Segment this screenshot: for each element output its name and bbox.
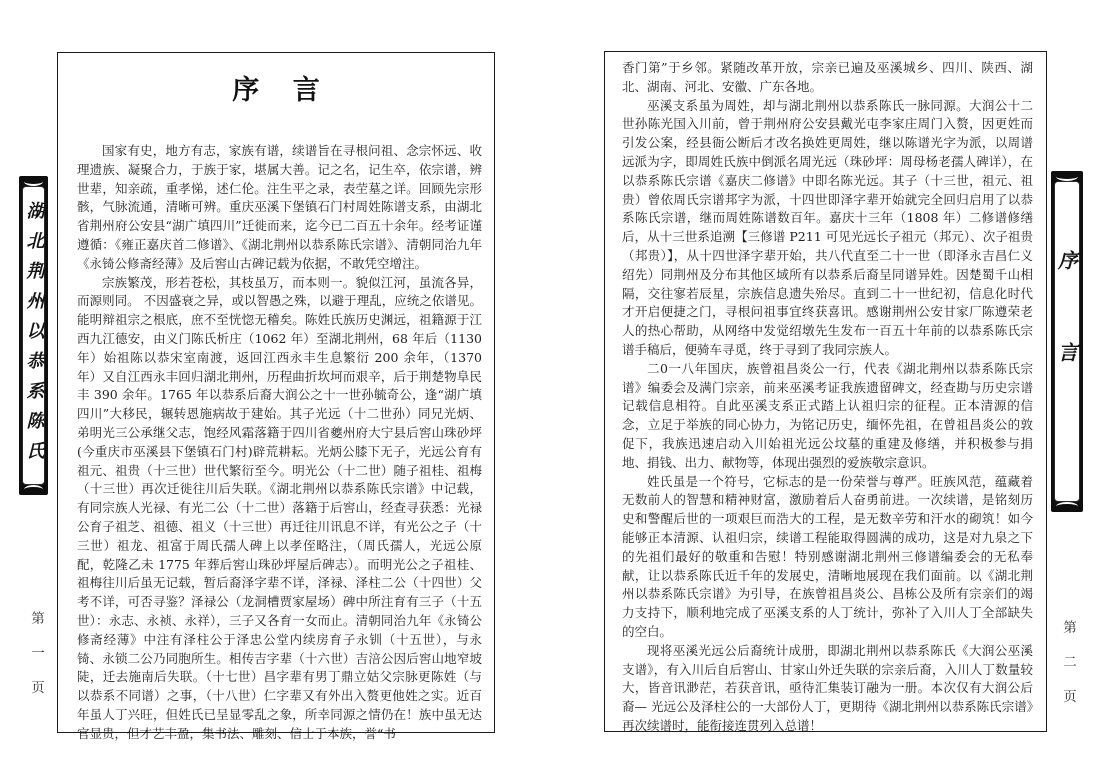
paragraph: 现将巫溪光远公后裔统计成册，即湖北荆州以恭系陈氏《大润公巫溪支谱》，有入川后自后窖山、甘家山外迁失联的宗亲后裔，入川人丁数量较大，皆音讯渺茫，若获音讯，亟待汇集装订融为一册。本次仅有大润公后裔— 光远公及泽柱公的一大部份人丁，更期待《湖北荆州以恭系陈氏宗谱》再次续谱时，能衔接连贯列入总谱！ <box>622 642 1033 733</box>
banner-frame <box>22 186 45 485</box>
banner-frame <box>1054 181 1080 502</box>
page-title: 序 言 <box>232 75 332 106</box>
page-number-right: 第二页 <box>1060 620 1076 724</box>
page-2-body <box>622 59 1033 736</box>
paragraph: 宗族繁茂，形若苍松，其枝虽万，而本则一。貌似江河，虽流各异，而源则同。 不因盛衰之异，或以智愚之殊，以避于理乱，应统之依谱见。能明辩祖宗之根底，庶不至恍惚无稽矣。陈姓氏族历史渊远，祖籍源于江西九江德安，由义门陈氏析庄（1062 年）至湖北荆州，68 年后（1130 年）始祖陈以恭宋室南渡，返回江西永丰生息繁衍 200 余年，（1370 年）又自江西永丰回归湖北荆州，历程曲折坎坷而艰辛，后于荆楚物阜民丰 390 余年。1765 年以恭系后裔大润公之十一世孙毓奇公，逢“湖广填四川”大移民，辗转恩施病故于建始。其子光远（十二世孙）同兄光炳、弟明光三公承继父志，饱经风霜落籍于四川省夔州府大宁县后窖山珠砂坪(今重庆市巫溪县下堡镇石门村)辟荒耕耘。光炳公膝下无子，光远公育有祖元、祖贵（十三世）世代繁衍至今。明光公（十二世）随子祖桂、祖梅（十三世）再次迁徙往川后失联。《湖北荆州以恭系陈氏宗谱》中记载，有同宗族人光禄、有光二公（十二世）落籍于后窖山，经查寻获悉：光禄公育子祖芝、祖德、祖义（十三世）再迁往川讯息不详，有光公之子（十三世）祖龙、祖富于周氏孺人碑上以孝侄略注，（周氏孺人，光远公原配，乾隆乙未 1775 年葬后窖山珠砂坪屋后碑志）。而明光公之子祖桂、祖梅往川后虽无记载，暂后裔泽字辈不详，泽禄、泽柱二公（十四世）父考不详，可否寻鉴？泽禄公（龙洞槽贾家屋场）碑中所注育有三子（十五世）：永志、永祯、永祥），三子又各育一女而止。清朝同治九年《永锜公修斋经薄》中注有泽柱公于泽忠公堂内续房育子永钏（十五世），与永锜、永锁二公乃同胞所生。相传吉字辈（十六世）吉涪公因后窖山地窄坡陡，迁去施南后失联。（十七世）昌字辈有男丁鼎立姑父宗脉更陈姓（与以恭系不同谱）之事，（十八世）仁字辈又有外出入赘更他姓之实。近百年虽人丁兴旺，但姓氏已呈显零乱之象，所幸同源之情仍在！族中虽无达官显贵，但才艺丰盈，集书法、雕刻、信士于本族，誉“书 <box>77 274 482 741</box>
page-number-left: 第一页 <box>28 611 44 715</box>
section-title-label: 序言 <box>1054 249 1079 434</box>
page-1-body <box>77 142 482 744</box>
scroll-ornament-icon <box>1056 172 1078 181</box>
scroll-ornament-icon <box>24 177 43 186</box>
paragraph: 香门第”于乡邻。紧随改革开放，宗亲已遍及巫溪城乡、四川、陕西、湖北、湖南、河北、安徽、广东各地。 <box>622 60 1033 94</box>
scroll-ornament-icon <box>24 485 43 494</box>
section-title-spine-banner <box>1051 171 1083 512</box>
paragraph: 巫溪支系虽为周姓，却与湖北荆州以恭系陈氏一脉同源。大润公十二世孙陈光国入川前，曾于荆州府公安县戴光屯李家庄周门入赘，因更姓而引发公案，经县衙公断后才改名换姓更周姓，继以陈谱光字为派，以周谱远派为字，即周姓氏族中倒派名周光远（珠砂坪：周母杨老孺人碑详），在以恭系陈氏宗谱《嘉庆二修谱》中即名陈光远。其子（十三世，祖元、祖贵）曾依周氏宗谱邦字为派，十四世即泽字辈开始就完全回归启用了以恭系陈氏宗谱，继而周姓陈谱数百年。嘉庆十三年（1808 年）二修谱修缮后，从十三世系追溯【三修谱 P211 可见光远长子祖元（邦元）、次子祖贵（邦贵）】，从十四世泽字辈开始，共八代直至二十一世（即泽永吉昌仁义绍先）同荆州及分布其他区域所有以恭系后裔呈同谱异姓。因楚蜀千山相隔，交往寥若辰星，宗族信息遗失殆尽。直到二十一世纪初，信息化时代才开启便捷之门，寻根问祖事宜终获喜讯。感谢荆州公安甘家厂陈遵荣老人的热心帮助，从网络中发觉绍墩先生发布一百五十年前的以恭系陈氏宗谱手稿后，便骑车寻觅，终于寻到了我同宗族人。 <box>622 97 1033 357</box>
paragraph: 二0一八年国庆，族曾祖昌炎公一行，代表《湖北荆州以恭系陈氏宗谱》编委会及满门宗亲，前来巫溪考证我族遗留碑文，经查勘与历史宗谱记载信息相符。自此巫溪支系正式踏上认祖归宗的征程。正本清源的信念，立足于举族的同心协力，为铭记历史，缅怀先祖，在曾祖昌炎公的敦促下，我族迅速启动入川始祖光远公坟墓的重建及修缮，并积极参与捐地、捐钱、出力、献物等，体现出强烈的爱族敬宗意识。 <box>622 360 1033 470</box>
clan-name-label: 湖北荆州以恭系陈氏 <box>23 200 45 471</box>
scroll-ornament-icon <box>1056 502 1078 511</box>
paragraph: 国家有史，地方有志，家族有谱，续谱旨在寻根问祖、念宗怀远、收理遗族、凝聚合力，于族于家，堪属大善。记之名，记生卒，依宗谱，辨世辈，知亲疏，重孝悌，述仁伦。注生平之录，表茔墓之详。回顾先宗形骸，气脉流通，清晰可辨。重庆巫溪下堡镇石门村周姓陈谱支系，由湖北省荆州府公安县“湖广填四川”迁徙而来，迄今已二百五十余年。经考证谨遵循：《雍正嘉庆首二修谱》、《湖北荆州以恭系陈氏宗谱》、清朝同治九年《永锜公修斋经薄》及后窖山古碑记载为依据，不敢凭空增注。 <box>77 143 482 271</box>
preface-page-1 <box>57 52 495 741</box>
paragraph: 姓氏虽是一个符号，它标志的是一份荣誉与尊严。旺族风范，蕴藏着无数前人的智慧和精神财富，激励着后人奋勇前进。一次续谱，是铭刻历史和警醒后世的一项艰巨而浩大的工程，是无数辛劳和汗水的砌筑！如今能够正本清源、认祖归宗，续谱工程能取得圆满的成功，这是对九泉之下的先祖们最好的敬重和告慰！特别感谢湖北荆州三修谱编委会的无私奉献，让以恭系陈氏近千年的发展史，清晰地展现在我们面前。以《湖北荆州以恭系陈氏宗谱》为引导，在族曾祖昌炎公、昌栋公及所有宗亲们的竭力支持下，顺利地完成了巫溪支系的人丁统计，弥补了入川人丁全部缺失的空白。 <box>622 473 1033 639</box>
clan-name-spine-banner <box>19 176 48 495</box>
preface-page-2 <box>604 51 1047 732</box>
